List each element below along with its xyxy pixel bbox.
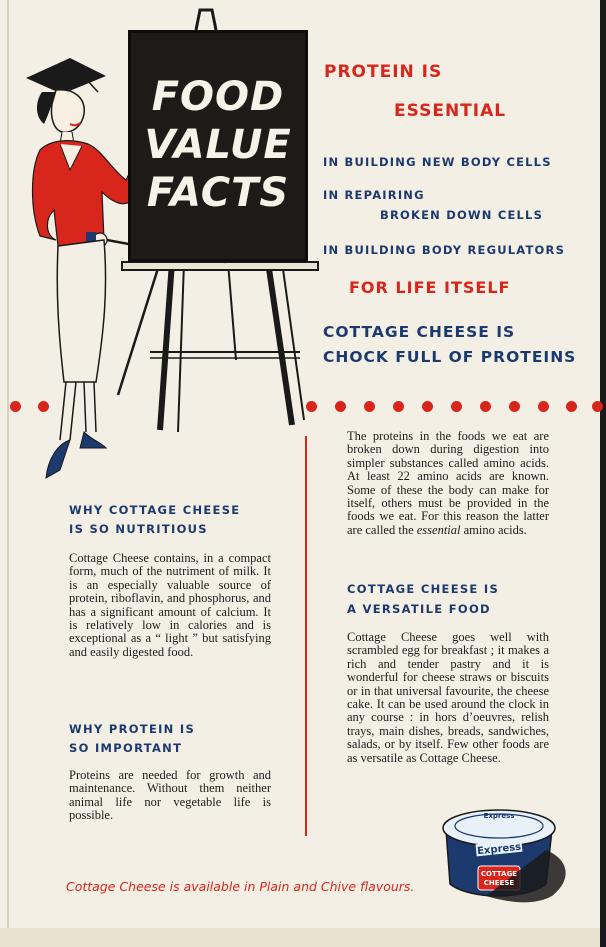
- board-title-value: VALUE: [144, 122, 292, 168]
- heading-why-protein-line1: WHY PROTEIN IS: [69, 722, 196, 736]
- headline-repairing: IN REPAIRING: [323, 188, 425, 202]
- headline-essential: ESSENTIAL: [394, 101, 507, 121]
- heading-why-nutritious-line1: WHY COTTAGE CHEESE: [69, 503, 241, 517]
- board-title-food: FOOD: [151, 74, 285, 120]
- amino-text-b: amino acids.: [463, 522, 527, 537]
- amino-text-emphasis: essential: [416, 522, 461, 537]
- headline-building-cells: IN BUILDING NEW BODY CELLS: [323, 155, 552, 169]
- amino-text-a: The proteins in the foods we eat are broken down during digestion into simpler substances called amino acids. At least 22 amino acids are known. Some of these the body can make for itself, others must be provided in the foods we eat. For this reason the latter are called the: [347, 429, 549, 537]
- paragraph-nutritious: Cottage Cheese contains, in a compact form, much of the nutriment of milk. It is an especially valuable source of protein, riboflavin, and phosphorus, and has a significant amount of calcium. It is relatively low in calories and is exceptional as a “ light ” but satisfying and easily digested food.: [69, 551, 271, 659]
- heading-why-protein-line2: SO IMPORTANT: [69, 741, 183, 755]
- headline-regulators: IN BUILDING BODY REGULATORS: [323, 243, 566, 257]
- paragraph-versatile: Cottage Cheese goes well with scrambled egg for breakfast ; it makes a rich and tender pastry and it is wonderful for cheese straws or biscuits or in that universal favourite, the cheese cake. It can be used around the clock in any course : in hors d’oeuvres, relish trays, main dishes, breads, sandwiches, salads, or by itself. Few other foods are as versatile as Cottage Cheese.: [347, 630, 549, 765]
- paragraph-protein: Proteins are needed for growth and maintenance. Without them neither animal life nor vegetable life is possible.: [69, 768, 271, 823]
- heading-versatile-line1: COTTAGE CHEESE IS: [347, 582, 500, 596]
- headline-protein-is: PROTEIN IS: [324, 62, 443, 82]
- headline-broken-down: BROKEN DOWN CELLS: [380, 208, 544, 222]
- footer-flavours: Cottage Cheese is available in Plain and Chive flavours.: [66, 879, 415, 894]
- headline-for-life: FOR LIFE ITSELF: [349, 278, 511, 297]
- headline-chock-full: CHOCK FULL OF PROTEINS: [323, 348, 577, 366]
- tub-brand: Express: [476, 841, 522, 858]
- tub-label-cheese: CHEESE: [483, 879, 515, 887]
- tub-brand-arc: Express: [483, 812, 515, 820]
- heading-why-nutritious-line2: IS SO NUTRITIOUS: [69, 522, 208, 536]
- tub-label-cottage: COTTAGE: [480, 870, 518, 878]
- heading-versatile-line2: A VERSATILE FOOD: [347, 602, 491, 616]
- board-title-facts: FACTS: [146, 170, 290, 216]
- headline-cottage-cheese-is: COTTAGE CHEESE IS: [323, 323, 516, 341]
